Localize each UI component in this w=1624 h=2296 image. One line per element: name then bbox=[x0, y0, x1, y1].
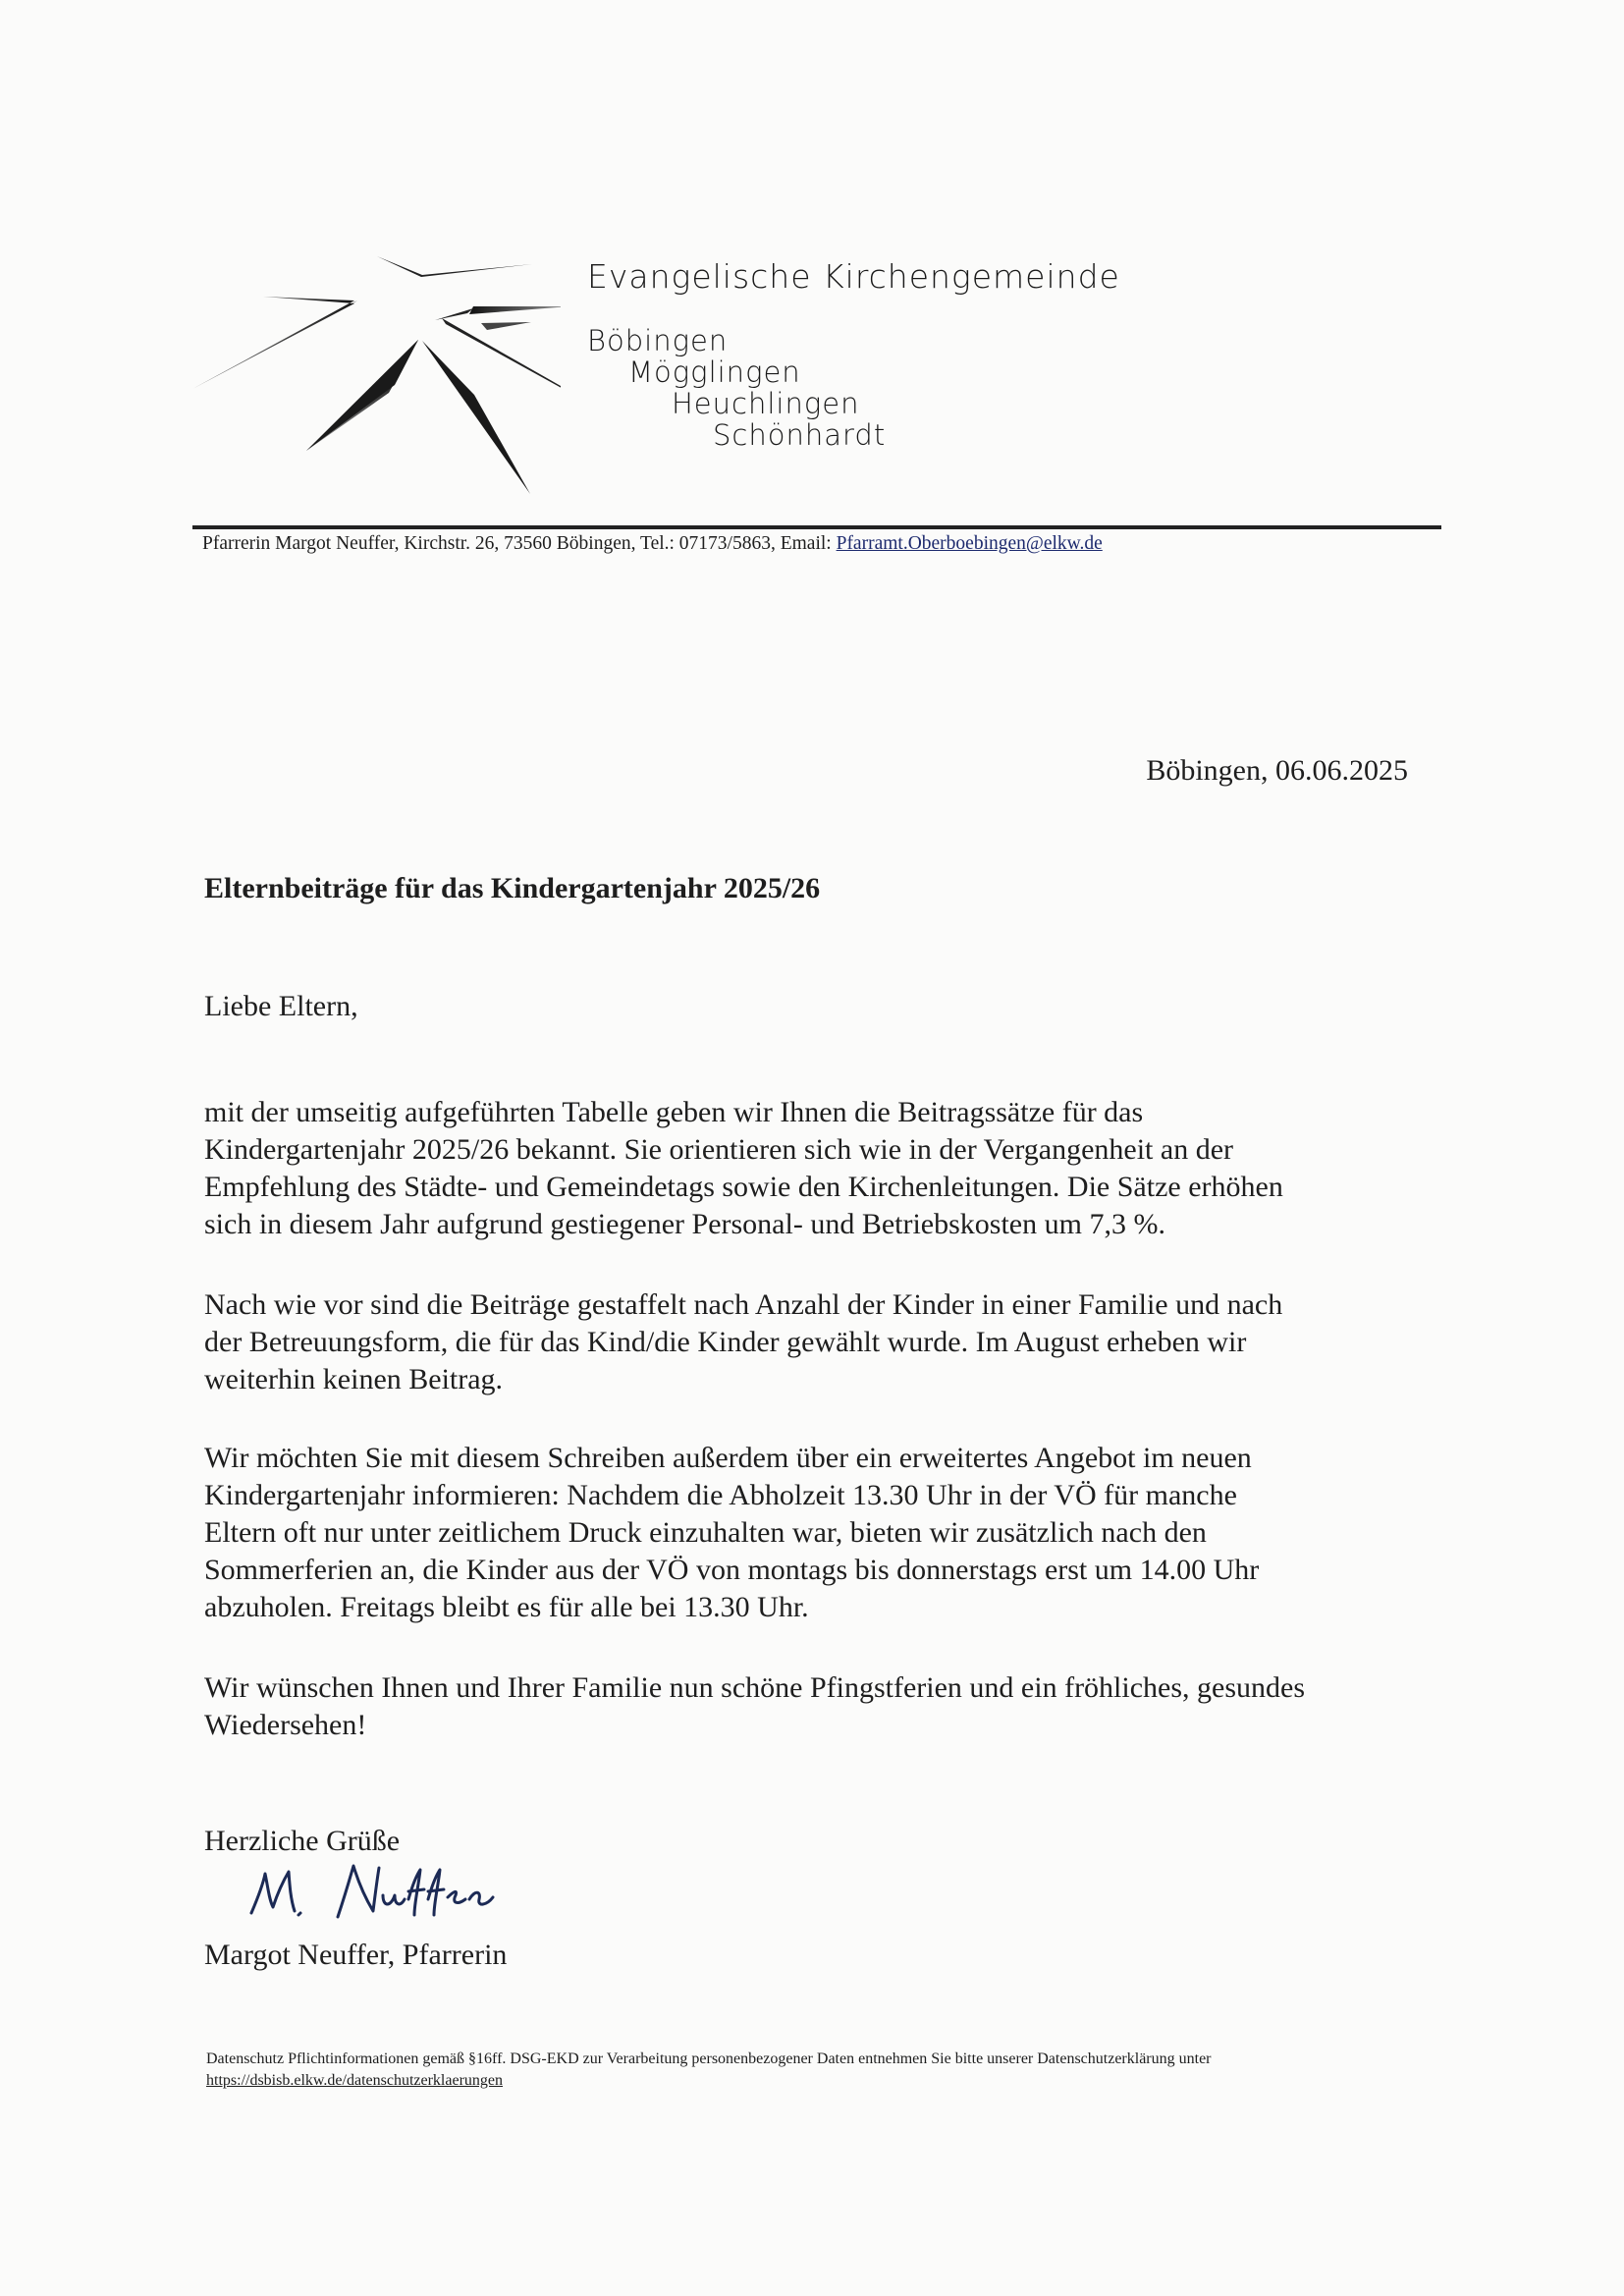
text-line: sich in diesem Jahr aufgrund gestiegener Personal- und Betriebskosten um 7,3 %. bbox=[204, 1208, 1165, 1240]
text-line: Sommerferien an, die Kinder aus der VÖ von montags bis donnerstags erst um 14.00 Uhr bbox=[204, 1554, 1260, 1586]
text-line: Kindergartenjahr informieren: Nachdem die Abholzeit 13.30 Uhr in der VÖ für manche bbox=[204, 1479, 1237, 1511]
salutation: Liebe Eltern, bbox=[204, 990, 358, 1022]
closing-phrase: Herzliche Grüße bbox=[204, 1825, 401, 1857]
privacy-footer bbox=[206, 2049, 1212, 2092]
body-paragraph bbox=[204, 1094, 1422, 1243]
privacy-notice-text: Datenschutz Pflichtinformationen gemäß §16ff. DSG-EKD zur Verarbeitung personenbezogener Daten entnehmen Sie bitte unserer Datenschutzerklärung unter bbox=[206, 2050, 1212, 2067]
body-paragraph bbox=[204, 1440, 1422, 1626]
text-line: der Betreuungsform, die für das Kind/die Kinder gewählt wurde. Im August erheben wir bbox=[204, 1326, 1247, 1358]
place-name: Mögglingen bbox=[628, 355, 801, 389]
handwritten-signature bbox=[236, 1856, 520, 1935]
text-line: Wir möchten Sie mit diesem Schreiben außerdem über ein erweitertes Angebot im neuen bbox=[204, 1442, 1252, 1474]
sender-contact-text: Pfarrerin Margot Neuffer, Kirchstr. 26, 73560 Böbingen, Tel.: 07173/5863, Email: bbox=[202, 533, 837, 554]
place-name: Böbingen bbox=[587, 324, 729, 357]
text-line: Eltern oft nur unter zeitlichem Druck einzuhalten war, bieten wir zusätzlich nach den bbox=[204, 1516, 1207, 1549]
place-name: Schönhardt bbox=[713, 418, 887, 452]
sender-contact-line bbox=[202, 533, 1103, 555]
body-paragraph bbox=[204, 1286, 1422, 1398]
body-paragraph bbox=[204, 1669, 1422, 1744]
church-name: Evangelische Kirchengemeinde bbox=[587, 257, 1120, 296]
text-line: Empfehlung des Städte- und Gemeindetags sowie den Kirchenleitungen. Die Sätze erhöhen bbox=[204, 1171, 1283, 1203]
letterhead-divider bbox=[192, 525, 1441, 529]
text-line: abzuholen. Freitags bleibt es für alle bei 13.30 Uhr. bbox=[204, 1591, 809, 1623]
place-name: Heuchlingen bbox=[672, 387, 860, 420]
letter-subject: Elternbeiträge für das Kindergartenjahr 2025/26 bbox=[204, 872, 821, 904]
signer-name: Margot Neuffer, Pfarrerin bbox=[204, 1939, 508, 1971]
church-logo-icon bbox=[192, 246, 561, 511]
email-link[interactable]: Pfarramt.Oberboebingen@elkw.de bbox=[836, 533, 1103, 554]
text-line: mit der umseitig aufgeführten Tabelle geben wir Ihnen die Beitragssätze für das bbox=[204, 1096, 1144, 1128]
text-line: Wiedersehen! bbox=[204, 1709, 367, 1741]
letter-date: Böbingen, 06.06.2025 bbox=[1146, 754, 1408, 787]
text-line: Nach wie vor sind die Beiträge gestaffelt nach Anzahl der Kinder in einer Familie und nach bbox=[204, 1288, 1283, 1321]
text-line: Kindergartenjahr 2025/26 bekannt. Sie orientieren sich wie in der Vergangenheit an der bbox=[204, 1133, 1234, 1166]
text-line: Wir wünschen Ihnen und Ihrer Familie nun schöne Pfingstferien und ein fröhliches, gesundes bbox=[204, 1671, 1306, 1704]
text-line: weiterhin keinen Beitrag. bbox=[204, 1363, 504, 1395]
privacy-policy-link[interactable]: https://dsbisb.elkw.de/datenschutzerklaerungen bbox=[206, 2072, 503, 2089]
